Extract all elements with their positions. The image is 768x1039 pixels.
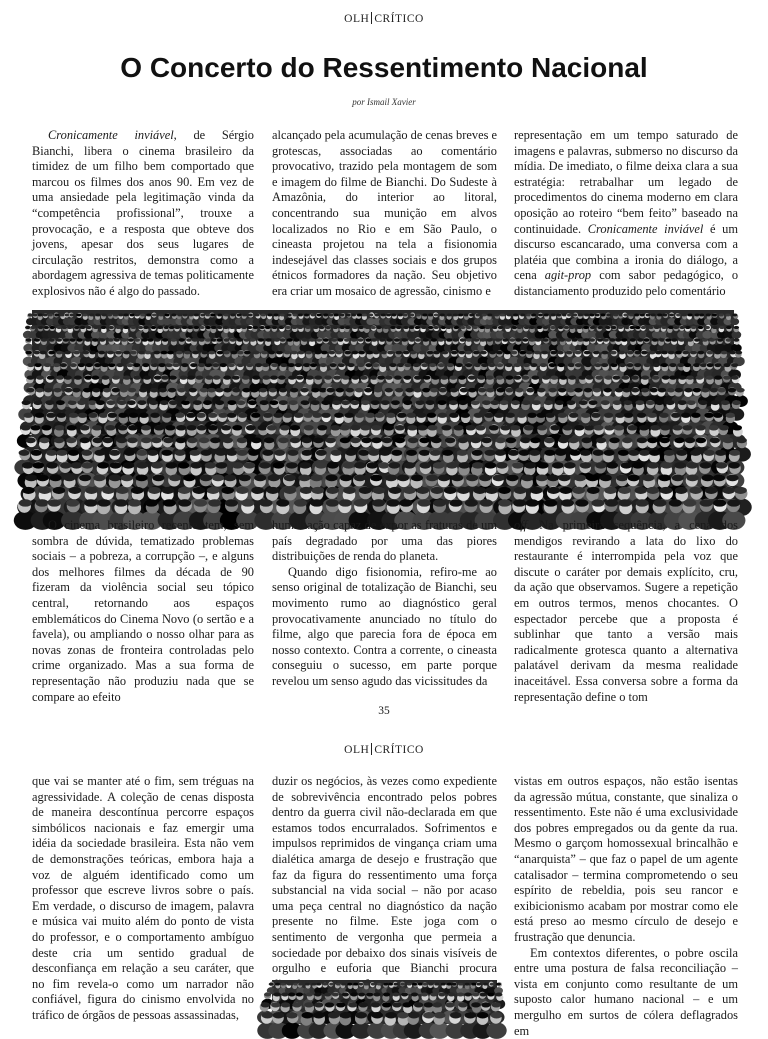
running-head-left: OLH [344,744,370,756]
film-title: Cronicamente inviável [48,128,174,142]
italic-term: agit-prop [544,268,592,283]
paragraph: Em contextos diferentes, o pobre oscila entre uma postura de falsa reconciliação – vista em conjunto como resultante de um suposto calor humano nacional – e um mergulho em surtos de cólera deflagrados em [514,945,738,1038]
page1-col1-top [32,128,254,304]
running-head [0,12,768,25]
article-title: O Concerto do Ressentimento Nacional [120,52,648,83]
text-run: com sabor pedagógico, o distanciamento produzido pelo comentário [514,268,739,298]
eye-logo-bar-icon [371,743,372,755]
crowd-photo-2 [272,980,497,1024]
text-run: é um discurso escancarado, uma conversa com a platéia que combina a ironia do diálogo, a cena [514,221,738,283]
italic-term: off. [514,518,531,532]
page-number: 35 [378,705,390,717]
page1-col2-bottom [272,518,497,690]
paragraph: Quando digo fisionomia, refiro-me ao senso original de totalização de Bianchi, seu movimento rumo ao diagnóstico geral provocativamente anunciado no título do filme, algo que parecia fora de época em nosso contexto. Contra a corrente, o cineasta conseguiu o sucesso, em parte porque revelou um senso agudo das vicissitudes da [272,564,497,688]
film-title: Cronicamente inviável [587,221,704,236]
crowd-photo [32,310,734,513]
crowd-photo-image [32,310,734,513]
paragraph: alcançado pela acumulação de cenas breves e grotescas, associadas ao comentário provocativo, trazido pela montagem de som e imagem do filme de Bianchi. Do Sudeste à Amazônia, do interior ao litoral, concentrando sua munição em alvos localizados no Rio e em São Paulo, o cineasta projetou na tela a fisionomia indesejável das classes sociais e dos grupos étnicos formadores da nação. Seu objetivo era criar um mosaico de agressão, cinismo e [272,128,497,298]
byline: por Ismail Xavier [352,97,416,107]
paragraph-text: , de Sérgio Bianchi, libera o cinema brasileiro da timidez de um filho bem comportado que marcou os filmes dos anos 90. Em vez de uma ansiedade pela legitimação vinda da “competência profissional”, trouxe a provocação, e a resposta que obteve dos jovens, apesar dos seus lugares de circulação restritos, demonstra como a abordagem agressiva de temas politicamente explosivos não é algo do passado. [32,128,254,298]
eye-logo-bar-icon [371,12,372,24]
paragraph [32,128,254,300]
page1-col3-top [514,128,738,304]
paragraph [514,128,738,300]
paragraph [514,518,738,705]
paragraph-text: Na primeira sequência, a cena dos mendigos revirando a lata do lixo do restaurante é interrompida pela voz que discute o caráter por demais explícito, cru, da ação que observamos. Sugere a repetição em outros termos, menos chocantes. O espectador percebe que a proposta é sublinhar que tanto a versão mais radicalmente grotesca quanto a alternativa palatável derivam da mesma realidade inaceitável. Essa conversa sobre a forma da representação define o tom [514,518,738,704]
paragraph: vistas em outros espaços, não estão isentas da agressão mútua, constante, que sinaliza o ressentimento. Este não é uma exclusividade dos pobres empregados ou da gente da rua. Mesmo o garçom homossexual brincalhão e “anarquista” – que faz o papel de um agente catalisador – termina comprometendo o seu espírito de rebeldia, pois seu rancor e exibicionismo acabam por mostrar como ele está preso ao mesmo círculo de desejo e frustração que denuncia. [514,774,738,944]
paragraph: duzir os negócios, às vezes como expediente de sobrevivência encontrado pelos pobres dentro da guerra civil não-declarada em que estamos todos encurralados. Sofrimentos e impulsos reprimidos de vingança criam uma dialética amarga de desejo e frustração que faz da figura do ressentimento uma força substancial na vida social – não por acaso uma peça central no diagnóstico da nação presente no filme. Este joga com o sentimento de vergonha que permeia a sociedade por debaixo dos sinais visíveis de orgulho e euforia que Bianchi procura [272,774,497,976]
page1-col2-top [272,128,497,304]
page1-col3-bottom [514,518,738,704]
paragraph: humilhação capaz de expor as fraturas de um país degradado por uma das piores distribuições de renda do planeta. [272,518,497,564]
running-head-right: CRÍTICO [374,744,424,756]
running-head-page2 [0,743,768,756]
page2-col1 [32,774,254,1024]
crowd-photo-image [272,980,497,1024]
page1-col1-bottom [32,518,254,704]
running-head-right: CRÍTICO [374,13,424,25]
paragraph: O cinema brasileiro recente tem, sem sombra de dúvida, tematizado problemas sociais – a pobreza, a corrupção –, e alguns dos melhores filmes da década de 90 fizeram da violência social seu tópico central, retornando aos espaços emblemáticos do Cinema Novo (o sertão e a favela), ou ampliando o nosso olhar para as novas zonas de fronteira controladas pelo crime organizado. Mas a sua forma de representação não produziu nada que se compare ao efeito [32,518,254,704]
text-run: representação em um tempo saturado de imagens e palavras, submerso no discurso da mídia. De imediato, o filme deixa clara a sua estratégia: retrabalhar um legado de procedimentos do cinema moderno em clara oposição ao roteiro “bem feito” baseado na continuidade. [514,128,738,236]
page2-col2 [272,774,497,974]
paragraph: que vai se manter até o fim, sem tréguas na agressividade. A coleção de cenas disposta de maneira descontínua percorre espaços simbólicos nacionais e faz emergir uma idéia da sociedade brasileira. Esta não vem de demonstrações teóricas, embora haja a voz de alguém identificado como um professor que escreve livros sobre o país. Em verdade, o discurso de imagem, palavra e música vai muito além do ponto de vista do professor, e o comportamento ambíguo deste cria um sentido gradual de desconfiança em relação a seu caráter, que no fim revela-o como um narrador não confiável, figura do cinismo envolvida no tráfico de órgãos de pessoas assassinadas, [32,774,254,1022]
running-head-left: OLH [344,13,370,25]
page2-col3 [514,774,738,1038]
